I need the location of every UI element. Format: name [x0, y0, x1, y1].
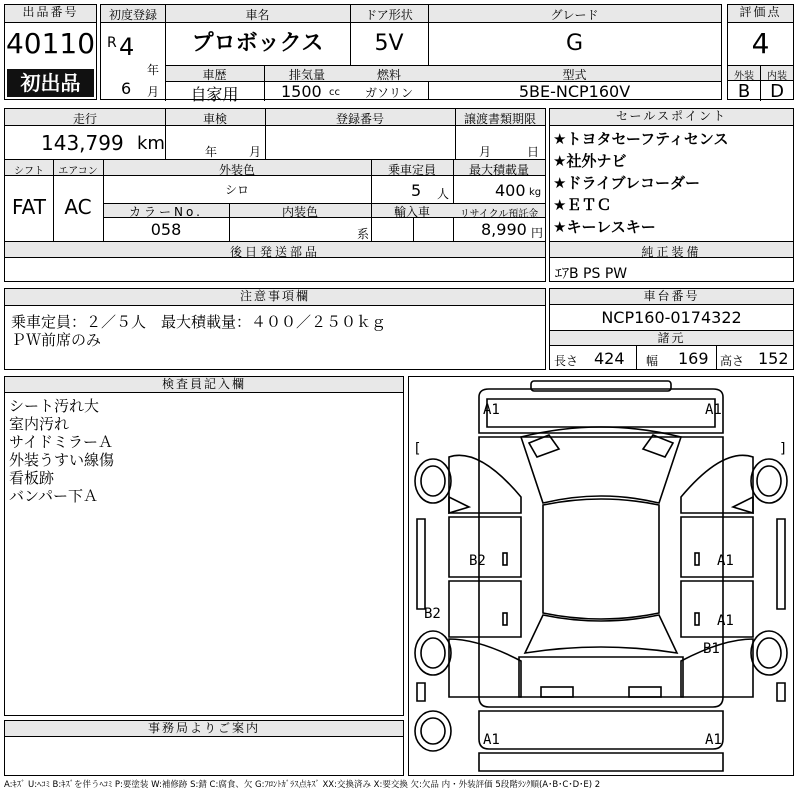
colorno-label: カラーNo. — [129, 205, 203, 219]
fuel: ガソリン — [364, 86, 413, 100]
color-label: 外装色 — [218, 163, 255, 177]
lot-label: 出品番号 — [5, 5, 96, 23]
grade-label: グレード — [550, 8, 599, 22]
mileage: 143,799 — [41, 131, 124, 155]
ac: AC — [64, 195, 92, 219]
damage-mark-rear-right: A1 — [705, 732, 722, 748]
selling-point-5: ★キーレスキー — [553, 218, 656, 236]
score: 4 — [751, 27, 770, 60]
reg-label: 初度登録 — [108, 8, 157, 22]
chassis-box — [549, 288, 794, 370]
selling-point-4: ★ＥＴＣ — [553, 196, 612, 214]
selling-point-1: ★トヨタセーフティセンス — [553, 130, 729, 148]
selling-points-box — [549, 108, 794, 282]
inspector-line-4: 外装うすい線傷 — [9, 451, 115, 469]
disp-label: 排気量 — [288, 68, 325, 82]
grade: G — [565, 31, 584, 56]
ac-label: エアコン — [58, 166, 98, 177]
inspection-year-unit: 年 — [205, 145, 218, 159]
bracket-right: ] — [779, 441, 788, 457]
transfer-label: 譲渡書類期限 — [463, 112, 536, 126]
office-label: 事務局よりご案内 — [5, 721, 403, 737]
score-box — [727, 4, 794, 100]
damage-diagram — [408, 376, 794, 776]
inspector-line-3: サイドミラーＡ — [9, 433, 113, 451]
office-box — [4, 720, 404, 776]
era: R — [107, 35, 117, 51]
ext-grade: B — [737, 81, 751, 102]
bracket-left: [ — [413, 441, 422, 457]
reg-month: 6 — [121, 79, 132, 98]
int-label: 内装 — [767, 71, 787, 82]
first-listing-badge: 初出品 — [7, 69, 94, 97]
door-type: 5V — [374, 31, 404, 56]
height: 152 — [758, 349, 789, 368]
transfer-day-unit: 日 — [527, 145, 540, 159]
reg-year: 4 — [119, 33, 135, 61]
damage-mark-right-rear-quarter: B1 — [703, 641, 720, 657]
int-grade: D — [770, 81, 784, 102]
lot-box — [4, 4, 97, 100]
notes-box — [4, 288, 546, 370]
load-unit: kg — [529, 187, 542, 198]
load-label: 最大積載量 — [468, 163, 529, 177]
name-label: 車名 — [245, 8, 270, 22]
dims-label: 諸元 — [550, 330, 793, 346]
recycle: 8,990 — [481, 220, 527, 239]
capacity-unit: 人 — [437, 187, 450, 201]
interior-unit: 系 — [357, 227, 370, 241]
fuel-label: 燃料 — [376, 68, 401, 82]
car-name: プロボックス — [191, 31, 324, 56]
notes-line-1: 乗車定員：２／５人 最大積載量：４００／２５０ｋｇ — [11, 313, 387, 331]
shift: FAT — [11, 195, 46, 219]
inspector-label: 検査員記入欄 — [5, 377, 403, 393]
model-label: 型式 — [562, 68, 587, 82]
capacity: 5 — [411, 181, 422, 200]
shift-label: シフト — [14, 166, 44, 177]
legend: A:ｷｽﾞ U:ﾍｺﾐ B:ｷｽﾞを伴うﾍｺﾐ P:要塗装 W:補修跡 S:錆 C:腐食、欠 G:ﾌﾛﾝﾄｶﾞﾗｽ点ｷｽﾞ XX:交換済み X:要交換 欠:欠品 内・外装評価 5段階ﾗﾝｸ順(A･B･C･D･E) 2 — [4, 780, 601, 790]
import-label: 輸入車 — [393, 205, 430, 219]
inspector-box — [4, 376, 404, 716]
history: 自家用 — [190, 85, 239, 104]
km-unit: km — [137, 133, 165, 154]
damage-mark-left-door-front: B2 — [469, 553, 486, 569]
inspector-line-2: 室内汚れ — [9, 415, 70, 433]
damage-mark-front-right: A1 — [705, 402, 722, 418]
color: シロ — [224, 183, 249, 197]
selling-point-3: ★ドライブレコーダー — [553, 174, 700, 192]
year-unit: 年 — [147, 63, 160, 77]
inspector-line-5: 看板跡 — [9, 469, 55, 487]
inspection-label: 車検 — [202, 112, 227, 126]
load: 400 — [495, 181, 526, 200]
mileage-label: 走行 — [72, 112, 97, 126]
length-label: 長さ — [554, 354, 579, 368]
detail-table — [4, 108, 546, 282]
lot-number: 40110 — [5, 27, 96, 60]
header-table — [100, 4, 722, 104]
score-label: 評価点 — [728, 5, 793, 23]
width-label: 幅 — [646, 354, 659, 368]
damage-mark-right-door-front: A1 — [717, 553, 734, 569]
colorno: 058 — [150, 220, 182, 239]
width: 169 — [678, 349, 709, 368]
chassis-number: NCP160-0174322 — [601, 308, 742, 327]
inspection-month-unit: 月 — [249, 145, 262, 159]
model-code: 5BE-NCP160V — [518, 82, 631, 101]
damage-mark-left-rear-quarter: B2 — [424, 606, 441, 622]
inspector-line-1: シート汚れ大 — [9, 397, 100, 415]
damage-mark-right-door-rear: A1 — [717, 613, 734, 629]
later-parts-label: 後日発送部品 — [229, 245, 320, 259]
month-unit: 月 — [147, 85, 160, 99]
history-label: 車歴 — [202, 68, 227, 82]
length: 424 — [594, 349, 625, 368]
cc-unit: cc — [329, 87, 340, 98]
chassis-label: 車台番号 — [550, 289, 793, 305]
recycle-label: リサイクル預託金 — [459, 209, 539, 220]
notes-label: 注意事項欄 — [5, 289, 545, 306]
height-label: 高さ — [720, 354, 745, 368]
interior-label: 内装色 — [281, 205, 318, 219]
damage-mark-rear-left: A1 — [483, 732, 500, 748]
transfer-month-unit: 月 — [479, 145, 492, 159]
displacement: 1500 — [281, 82, 322, 101]
door-label: ドア形状 — [365, 8, 413, 22]
notes-line-2: ＰＷ前席のみ — [11, 331, 102, 349]
equipment-value: ｴｱB PS PW — [555, 266, 628, 282]
regno-label: 登録番号 — [335, 112, 384, 126]
selling-points-label: セールスポイント — [550, 109, 793, 126]
equipment-label: 純正装備 — [641, 245, 702, 259]
ext-label: 外装 — [734, 71, 754, 82]
damage-mark-front-left: A1 — [483, 402, 500, 418]
inspector-line-6: バンパー下Ａ — [9, 487, 98, 505]
capacity-label: 乗車定員 — [387, 163, 436, 177]
recycle-unit: 円 — [531, 226, 544, 240]
selling-point-2: ★社外ナビ — [553, 152, 627, 170]
car-outline-diagram — [409, 377, 793, 775]
